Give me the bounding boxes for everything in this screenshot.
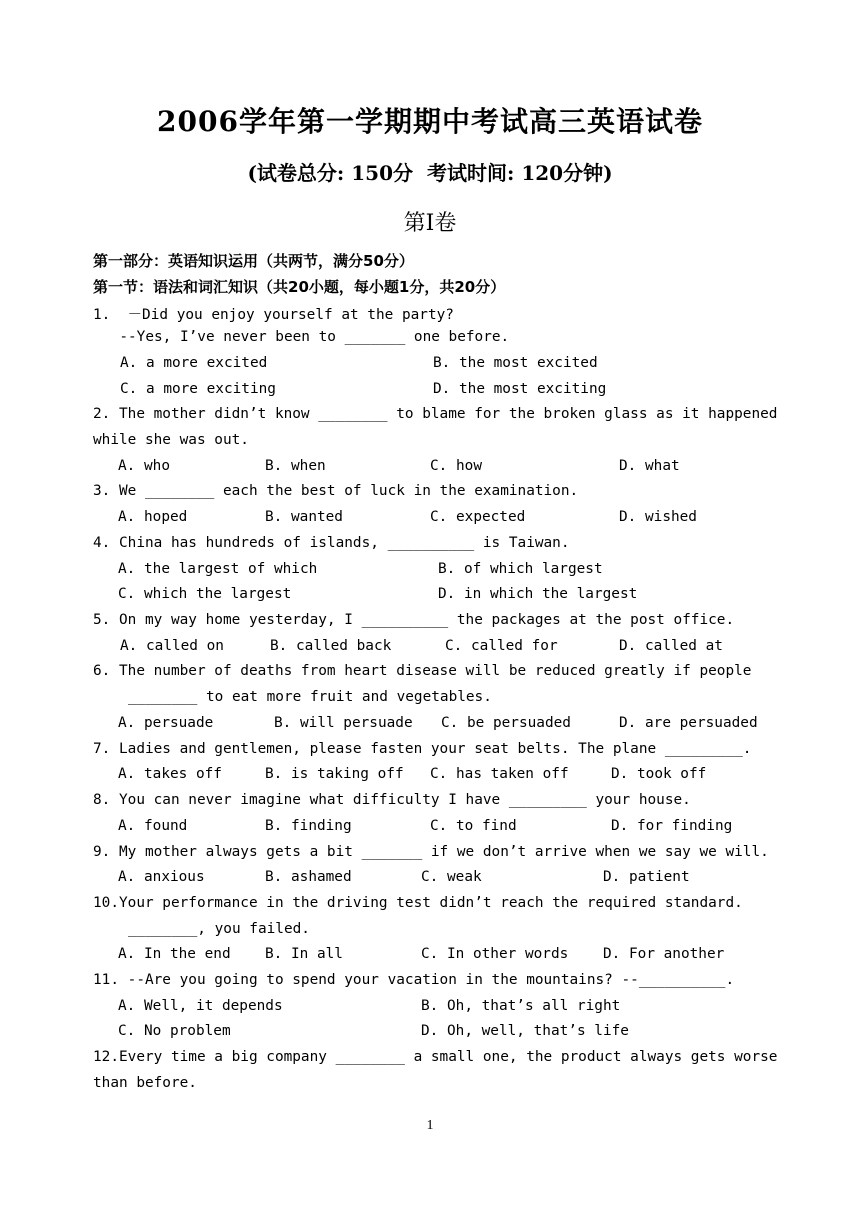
option: D. Oh, well, that’s life bbox=[421, 1023, 629, 1039]
option: B. called back bbox=[270, 638, 392, 654]
question-text: 8. You can never imagine what difficulty I have _________ your house. bbox=[93, 792, 691, 808]
question-text: 6. The number of deaths from heart disease will be reduced greatly if people bbox=[93, 663, 752, 679]
option: C. expected bbox=[430, 509, 526, 525]
option: C. to find bbox=[430, 818, 517, 834]
question-text: 10.Your performance in the driving test didn’t reach the required standard. bbox=[93, 895, 743, 911]
option: B. is taking off bbox=[265, 766, 404, 782]
question-text: while she was out. bbox=[93, 432, 249, 448]
question-text: 5. On my way home yesterday, I __________ the packages at the post office. bbox=[93, 612, 735, 628]
option: C. which the largest bbox=[118, 586, 292, 602]
option: C. has taken off bbox=[430, 766, 569, 782]
option: D. For another bbox=[603, 946, 725, 962]
option: B. Oh, that’s all right bbox=[421, 998, 621, 1014]
option: D. took off bbox=[611, 766, 707, 782]
question-text: 7. Ladies and gentlemen, please fasten your seat belts. The plane _________. bbox=[93, 741, 752, 757]
option: A. who bbox=[118, 458, 170, 474]
option: B. will persuade bbox=[274, 715, 413, 731]
question-text: 11. --Are you going to spend your vacation in the mountains? --__________. bbox=[93, 972, 735, 988]
option: A. takes off bbox=[118, 766, 222, 782]
option: C. called for bbox=[445, 638, 558, 654]
question-text: 3. We ________ each the best of luck in the examination. bbox=[93, 483, 579, 499]
option: D. in which the largest bbox=[438, 586, 638, 602]
option: B. when bbox=[265, 458, 326, 474]
option: D. the most exciting bbox=[433, 381, 607, 397]
question-text: than before. bbox=[93, 1075, 197, 1091]
option: D. patient bbox=[603, 869, 690, 885]
option: A. persuade bbox=[118, 715, 214, 731]
option: C. weak bbox=[421, 869, 482, 885]
option: B. wanted bbox=[265, 509, 343, 525]
exam-time: 考试时间: 120分钟) bbox=[427, 161, 613, 185]
option: D. for finding bbox=[611, 818, 733, 834]
option: C. No problem bbox=[118, 1023, 231, 1039]
option: B. finding bbox=[265, 818, 352, 834]
option: A. anxious bbox=[118, 869, 205, 885]
question-text: 9. My mother always gets a bit _______ if we don’t arrive when we say we will. bbox=[93, 844, 769, 860]
option: B. ashamed bbox=[265, 869, 352, 885]
volume-heading: 第I卷 bbox=[403, 211, 457, 236]
question-text: 2. The mother didn’t know ________ to blame for the broken glass as it happened bbox=[93, 406, 778, 422]
page-number: 1 bbox=[426, 1118, 434, 1133]
option: A. hoped bbox=[118, 509, 188, 525]
exam-subtitle bbox=[0, 157, 860, 186]
option: A. Well, it depends bbox=[118, 998, 283, 1014]
option: A. a more excited bbox=[120, 355, 268, 371]
question-text: ________, you failed. bbox=[128, 921, 310, 937]
option: C. a more exciting bbox=[120, 381, 276, 397]
option: A. found bbox=[118, 818, 188, 834]
option: B. of which largest bbox=[438, 561, 603, 577]
option: D. what bbox=[619, 458, 680, 474]
option: D. are persuaded bbox=[619, 715, 758, 731]
question-text: --Yes, I’ve never been to _______ one before. bbox=[102, 329, 510, 345]
part-heading: 第一部分：英语知识运用（共两节，满分50分） bbox=[93, 252, 414, 270]
option: A. called on bbox=[120, 638, 224, 654]
section-heading: 第一节：语法和词汇知识（共20小题，每小题1分，共20分） bbox=[93, 278, 506, 296]
question-text: 1. －Did you enjoy yourself at the party? bbox=[93, 307, 454, 323]
option: B. In all bbox=[265, 946, 343, 962]
option: B. the most excited bbox=[433, 355, 598, 371]
total-score: (试卷总分: 150分 bbox=[247, 161, 413, 185]
question-text: ________ to eat more fruit and vegetables. bbox=[128, 689, 492, 705]
option: A. In the end bbox=[118, 946, 231, 962]
question-text: 4. China has hundreds of islands, __________ is Taiwan. bbox=[93, 535, 570, 551]
option: C. be persuaded bbox=[441, 715, 571, 731]
question-text: 12.Every time a big company ________ a small one, the product always gets worse bbox=[93, 1049, 778, 1065]
exam-title: 2006学年第一学期期中考试高三英语试卷 bbox=[157, 105, 703, 138]
option: C. how bbox=[430, 458, 482, 474]
option: C. In other words bbox=[421, 946, 569, 962]
option: A. the largest of which bbox=[118, 561, 318, 577]
option: D. called at bbox=[619, 638, 723, 654]
option: D. wished bbox=[619, 509, 697, 525]
